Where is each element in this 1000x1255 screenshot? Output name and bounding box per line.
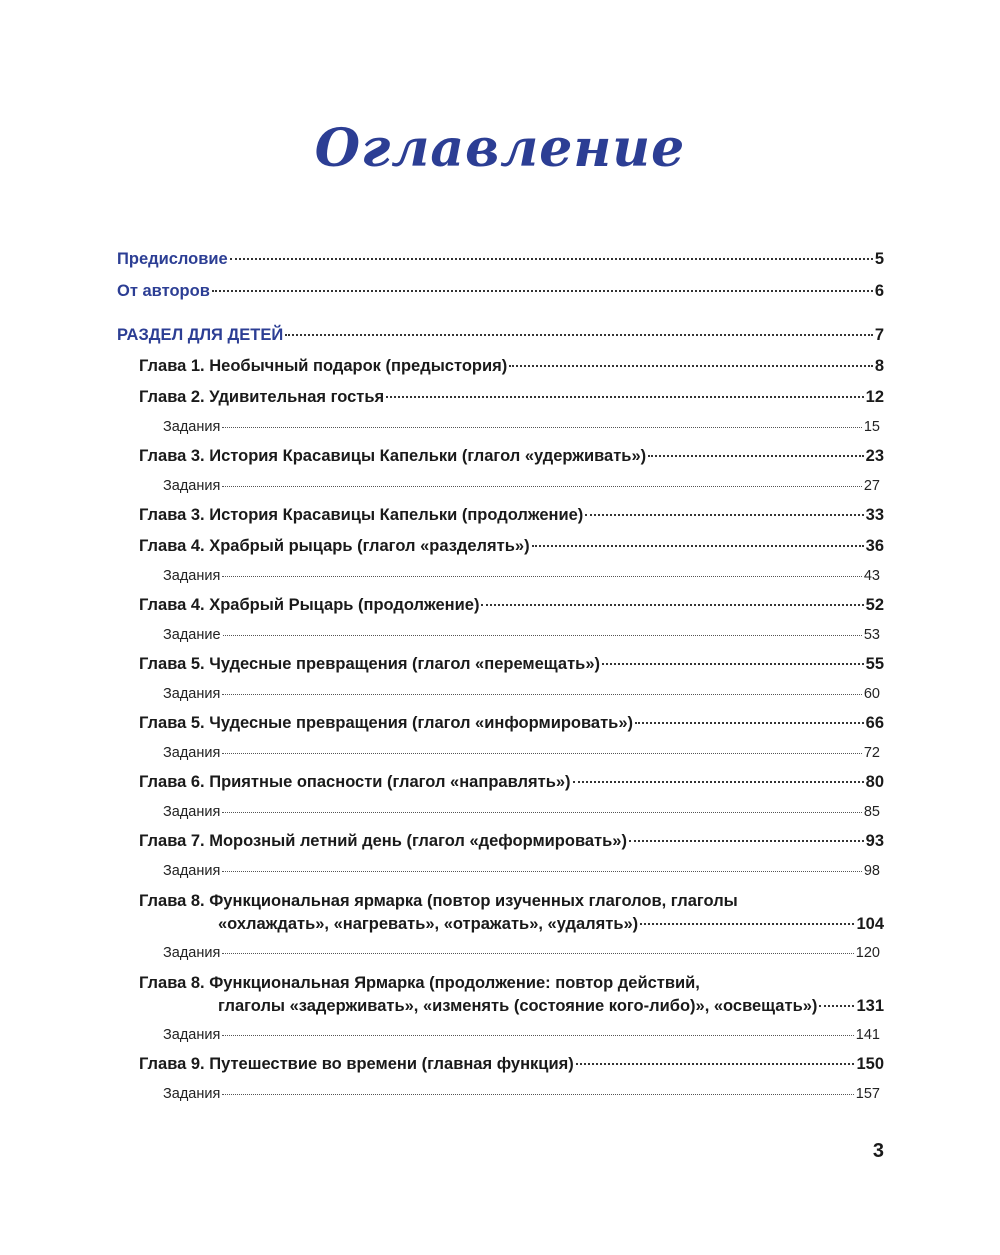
dot-leader bbox=[222, 871, 862, 872]
dot-leader bbox=[230, 258, 873, 260]
toc-chapter[interactable] bbox=[139, 447, 884, 466]
dot-leader bbox=[212, 290, 873, 292]
toc-entry-title: Глава 4. Храбрый Рыцарь (продолжение) bbox=[139, 596, 480, 614]
dot-leader bbox=[222, 486, 862, 487]
toc-entry-title: Задания bbox=[163, 1027, 221, 1043]
toc-entry-title: РАЗДЕЛ ДЛЯ ДЕТЕЙ bbox=[117, 326, 284, 344]
toc-entry-page: 52 bbox=[865, 596, 884, 614]
toc-entry-page: 98 bbox=[863, 863, 880, 879]
dot-leader bbox=[223, 635, 862, 636]
toc-entry-title: Глава 3. История Красавицы Капельки (глагол «удерживать») bbox=[139, 447, 647, 465]
toc-entry-page: 36 bbox=[865, 537, 884, 555]
toc-entry-page: 80 bbox=[865, 773, 884, 791]
dot-leader bbox=[222, 1094, 853, 1095]
toc-entry-title-line2: глаголы «задерживать», «изменять (состояние кого-либо)», «освещать») bbox=[218, 997, 818, 1015]
toc-entry-title: От авторов bbox=[117, 282, 210, 300]
toc-entry-page: 53 bbox=[863, 627, 880, 643]
dot-leader bbox=[222, 812, 862, 813]
toc-tasks[interactable] bbox=[163, 1086, 880, 1102]
toc-entry-title-line1: Глава 8. Функциональная ярмарка (повтор изученных глаголов, глаголы bbox=[139, 892, 738, 910]
toc-entry-title: Задания bbox=[163, 686, 221, 702]
toc-entry-page: 85 bbox=[863, 804, 880, 820]
toc-chapter[interactable] bbox=[139, 714, 884, 733]
toc-chapter[interactable] bbox=[139, 892, 884, 934]
dot-leader bbox=[509, 365, 873, 367]
dot-leader bbox=[602, 663, 864, 665]
toc-entry-title: Задания bbox=[163, 804, 221, 820]
toc-tasks[interactable] bbox=[163, 478, 880, 494]
dot-leader bbox=[386, 396, 864, 398]
toc-entry-page: 60 bbox=[863, 686, 880, 702]
dot-leader bbox=[648, 455, 864, 457]
toc-entry-title: Задание bbox=[163, 627, 221, 643]
dot-leader bbox=[640, 923, 854, 925]
toc-chapter[interactable] bbox=[139, 388, 884, 407]
toc-entry-title: Задания bbox=[163, 863, 221, 879]
toc-entry-page: 8 bbox=[874, 357, 884, 375]
toc-entry-title: Глава 6. Приятные опасности (глагол «направлять») bbox=[139, 773, 571, 791]
dot-leader bbox=[222, 576, 862, 577]
toc-tasks[interactable] bbox=[163, 627, 880, 643]
toc-entry-page: 141 bbox=[855, 1027, 880, 1043]
toc-entry-title: Задания bbox=[163, 1086, 221, 1102]
dot-leader bbox=[222, 1035, 853, 1036]
toc-entry-from-authors[interactable] bbox=[117, 282, 884, 301]
toc-entry-page: 131 bbox=[856, 997, 884, 1015]
toc-entry-title: Глава 5. Чудесные превращения (глагол «информировать») bbox=[139, 714, 634, 732]
toc-entry-title: Предисловие bbox=[117, 250, 228, 268]
toc-entry-page: 72 bbox=[863, 745, 880, 761]
toc-entry-title: Глава 4. Храбрый рыцарь (глагол «разделять») bbox=[139, 537, 530, 555]
toc-chapter[interactable] bbox=[139, 596, 884, 615]
toc-entry-preface[interactable] bbox=[117, 250, 884, 269]
toc-entry-page: 43 bbox=[863, 568, 880, 584]
dot-leader bbox=[222, 753, 862, 754]
toc-entry-page: 27 bbox=[863, 478, 880, 494]
toc-chapter[interactable] bbox=[139, 832, 884, 851]
toc-chapter[interactable] bbox=[139, 537, 884, 556]
toc-tasks[interactable] bbox=[163, 568, 880, 584]
toc-entry-page: 7 bbox=[874, 326, 884, 344]
dot-leader bbox=[481, 604, 863, 606]
toc-entry-title: Глава 2. Удивительная гостья bbox=[139, 388, 385, 406]
page-title: Оглавление bbox=[314, 118, 686, 179]
dot-leader bbox=[222, 953, 853, 954]
toc-chapter[interactable] bbox=[139, 1055, 884, 1074]
toc-entry-title: Глава 3. История Красавицы Капельки (продолжение) bbox=[139, 506, 584, 524]
toc-entry-title: Задания bbox=[163, 745, 221, 761]
toc-tasks[interactable] bbox=[163, 945, 880, 961]
toc-entry-page: 93 bbox=[865, 832, 884, 850]
dot-leader bbox=[629, 840, 864, 842]
toc-entry-title: Глава 9. Путешествие во времени (главная функция) bbox=[139, 1055, 574, 1073]
toc-entry-title: Глава 7. Морозный летний день (глагол «деформировать») bbox=[139, 832, 627, 850]
dot-leader bbox=[635, 722, 864, 724]
dot-leader bbox=[532, 545, 864, 547]
toc-chapter[interactable] bbox=[139, 506, 884, 525]
toc-entry-page: 5 bbox=[874, 250, 884, 268]
toc-entry-title-line2: «охлаждать», «нагревать», «отражать», «удалять») bbox=[218, 915, 639, 933]
toc-entry-page: 6 bbox=[874, 282, 884, 300]
toc-entry-page: 12 bbox=[865, 388, 884, 406]
dot-leader bbox=[573, 781, 864, 783]
toc-tasks[interactable] bbox=[163, 745, 880, 761]
dot-leader bbox=[222, 694, 862, 695]
toc-entry-page: 150 bbox=[856, 1055, 884, 1073]
toc-chapter[interactable] bbox=[139, 357, 884, 376]
toc-chapter[interactable] bbox=[139, 655, 884, 674]
toc-chapter[interactable] bbox=[139, 773, 884, 792]
toc-entry-page: 15 bbox=[863, 419, 880, 435]
toc-chapter[interactable] bbox=[139, 974, 884, 1016]
toc-entry-page: 104 bbox=[856, 915, 884, 933]
dot-leader bbox=[285, 334, 873, 336]
toc-entry-page: 23 bbox=[865, 447, 884, 465]
dot-leader bbox=[819, 1005, 854, 1007]
toc-tasks[interactable] bbox=[163, 804, 880, 820]
toc-tasks[interactable] bbox=[163, 686, 880, 702]
toc-entry-title: Задания bbox=[163, 419, 221, 435]
toc-entry-title: Задания bbox=[163, 945, 221, 961]
toc-entry-page: 120 bbox=[855, 945, 880, 961]
toc-entry-title: Глава 5. Чудесные превращения (глагол «перемещать») bbox=[139, 655, 600, 673]
toc-entry-title: Глава 1. Необычный подарок (предыстория) bbox=[139, 357, 508, 375]
dot-leader bbox=[585, 514, 863, 516]
toc-entry-page: 55 bbox=[865, 655, 884, 673]
toc-entry-page: 157 bbox=[855, 1086, 880, 1102]
toc-entry-title: Задания bbox=[163, 568, 221, 584]
page-number: 3 bbox=[872, 1140, 884, 1162]
toc-tasks[interactable] bbox=[163, 419, 880, 435]
toc-entry-page: 66 bbox=[865, 714, 884, 732]
toc-tasks[interactable] bbox=[163, 863, 880, 879]
dot-leader bbox=[576, 1063, 855, 1065]
toc-tasks[interactable] bbox=[163, 1027, 880, 1043]
toc-entry-title-line1: Глава 8. Функциональная Ярмарка (продолжение: повтор действий, bbox=[139, 974, 700, 992]
dot-leader bbox=[222, 427, 862, 428]
toc-entry-page: 33 bbox=[865, 506, 884, 524]
toc-entry-title: Задания bbox=[163, 478, 221, 494]
toc-section-kids[interactable] bbox=[117, 326, 884, 345]
